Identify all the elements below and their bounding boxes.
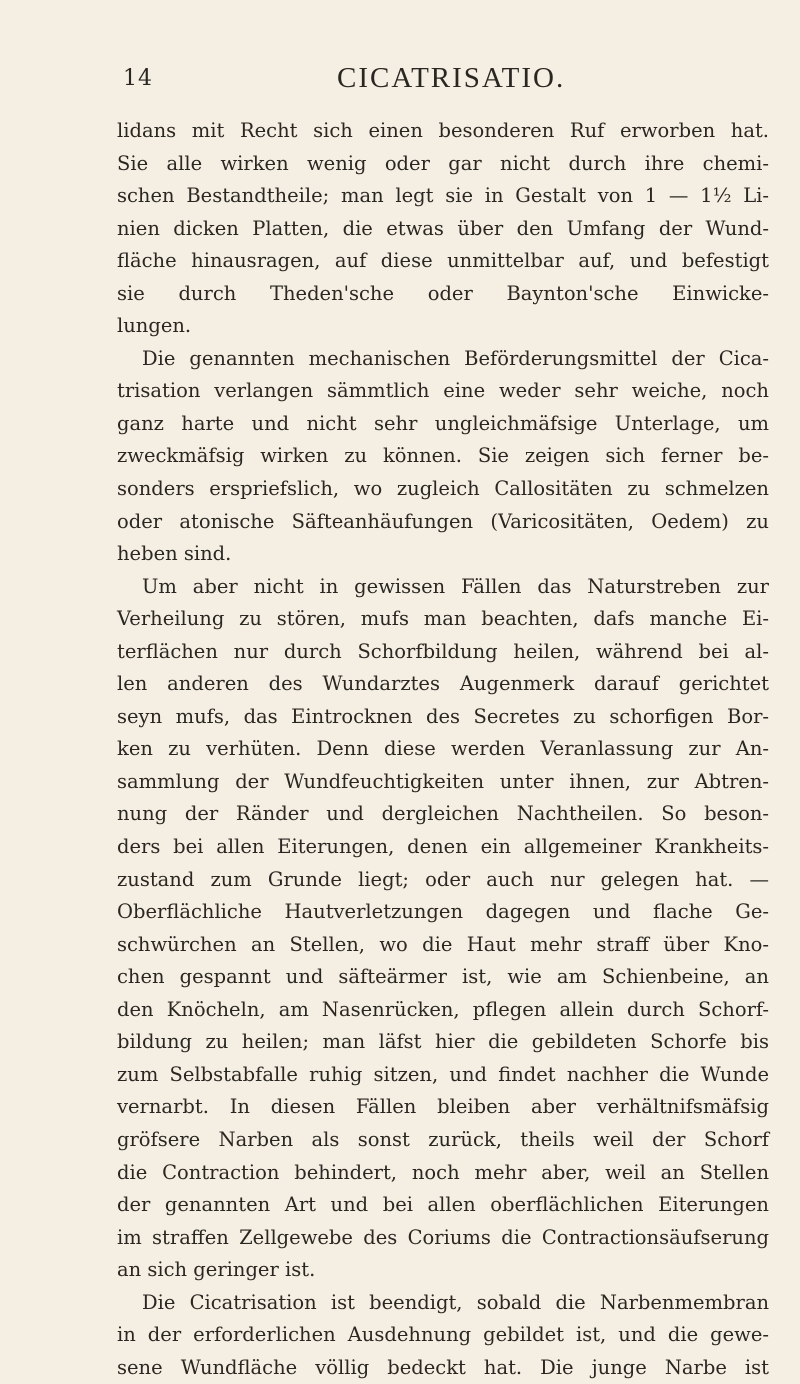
text-line: lungen. [117, 314, 192, 338]
text-line: ganz harte und nicht sehr ungleichmäfsige Unterlage, um [117, 411, 769, 435]
text-line: der genannten Art und bei allen oberflächlichen Eiterungen [117, 1193, 769, 1217]
text-line: trisation verlangen sämmtlich eine weder sehr weiche, noch [117, 379, 769, 403]
text-line: Verheilung zu stören, mufs man beachten, dafs manche Ei- [117, 607, 769, 631]
text-line: ders bei allen Eiterungen, denen ein allgemeiner Krankheits- [117, 835, 769, 859]
running-title: CICATRISATIO. [337, 62, 566, 94]
text-line: sonders erspriefslich, wo zugleich Callositäten zu schmelzen [117, 477, 769, 501]
text-line: zustand zum Grunde liegt; oder auch nur gelegen hat. — [117, 867, 769, 891]
text-line: an sich geringer ist. [117, 1258, 316, 1282]
text-line: heben sind. [117, 542, 232, 566]
text-line: fläche hinausragen, auf diese unmittelbar auf, und befestigt [117, 249, 769, 273]
text-line: Sie alle wirken wenig oder gar nicht durch ihre chemi- [117, 151, 769, 175]
text-line: die Contraction behindert, noch mehr aber, weil an Stellen [117, 1160, 769, 1184]
text-line: gröfsere Narben als sonst zurück, theils weil der Schorf [117, 1127, 769, 1151]
text-line: Oberflächliche Hautverletzungen dagegen und flache Ge- [117, 900, 769, 924]
text-line: Die genannten mechanischen Beförderungsmittel der Cica- [142, 346, 769, 370]
text-line: terflächen nur durch Schorfbildung heilen, während bei al- [117, 639, 769, 663]
text-line: Um aber nicht in gewissen Fällen das Naturstreben zur [142, 574, 769, 598]
body-text [117, 115, 769, 1384]
text-line: im straffen Zellgewebe des Coriums die Contractionsäufserung [117, 1225, 769, 1249]
text-line: seyn mufs, das Eintrocknen des Secretes zu schorfigen Bor- [117, 704, 769, 728]
text-line: schwürchen an Stellen, wo die Haut mehr straff über Kno- [117, 932, 769, 956]
text-line: sammlung der Wundfeuchtigkeiten unter ihnen, zur Abtren- [117, 769, 769, 793]
text-line: Die Cicatrisation ist beendigt, sobald die Narbenmembran [142, 1290, 769, 1314]
text-line: sene Wundfläche völlig bedeckt hat. Die junge Narbe ist [117, 1355, 769, 1379]
text-line: zweckmäfsig wirken zu können. Sie zeigen sich ferner be- [117, 444, 769, 468]
text-line: nung der Ränder und dergleichen Nachtheilen. So beson- [117, 802, 769, 826]
text-line: bildung zu heilen; man läfst hier die gebildeten Schorfe bis [117, 1030, 769, 1054]
page-header [0, 62, 800, 102]
text-line: oder atonische Säfteanhäufungen (Varicositäten, Oedem) zu [117, 509, 769, 533]
text-line: len anderen des Wundarztes Augenmerk darauf gerichtet [117, 672, 769, 696]
page-number: 14 [123, 66, 153, 91]
text-line: vernarbt. In diesen Fällen bleiben aber verhältnifsmäfsig [117, 1095, 769, 1119]
text-line: sie durch Theden'sche oder Baynton'sche Einwicke- [117, 281, 769, 305]
text-line: in der erforderlichen Ausdehnung gebildet ist, und die gewe- [117, 1323, 769, 1347]
text-line: den Knöcheln, am Nasenrücken, pflegen allein durch Schorf- [117, 997, 769, 1021]
text-line: schen Bestandtheile; man legt sie in Gestalt von 1 — 1½ Li- [117, 184, 769, 208]
text-line: ken zu verhüten. Denn diese werden Veranlassung zur An- [117, 737, 769, 761]
text-line: chen gespannt und säfteärmer ist, wie am Schienbeine, an [117, 965, 769, 989]
text-line: nien dicken Platten, die etwas über den Umfang der Wund- [117, 216, 769, 240]
text-line: lidans mit Recht sich einen besonderen Ruf erworben hat. [117, 119, 769, 142]
text-line: zum Selbstabfalle ruhig sitzen, und findet nachher die Wunde [117, 1062, 769, 1086]
